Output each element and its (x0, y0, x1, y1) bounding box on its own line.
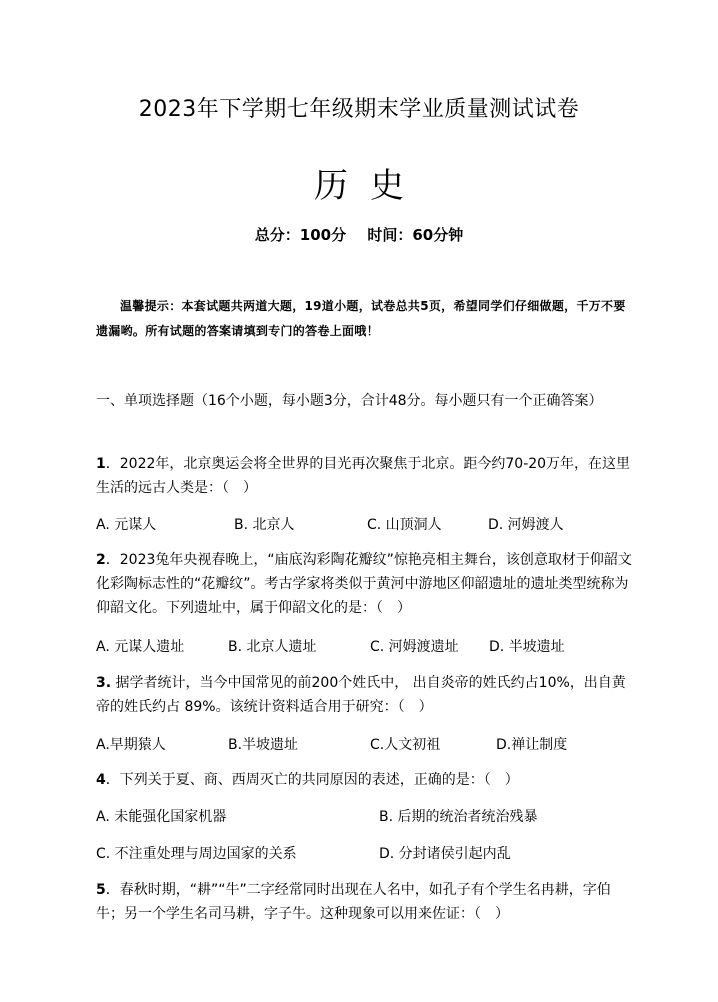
question-3-options (96, 734, 636, 756)
option-d: D.禅让制度 (496, 737, 568, 753)
option-c: C.人文初祖 (370, 737, 441, 753)
option-a: A. 元谋人 (96, 517, 157, 533)
option-c: C. 河姆渡遗址 (370, 639, 459, 655)
option-b: B. 后期的统治者统治残暴 (379, 809, 538, 825)
question-4-options-row2 (96, 843, 636, 865)
question-2 (96, 548, 632, 620)
question-2-options (96, 636, 636, 658)
option-c: C. 山顶洞人 (367, 517, 442, 533)
option-b: B. 北京人遗址 (228, 639, 317, 655)
question-3 (96, 671, 632, 719)
question-4 (96, 768, 632, 792)
question-text: ．2022年，北京奥运会将全世界的目光再次聚焦于北京。距今约70-20万年，在这里生活的远古人类是：（ ） (96, 456, 631, 496)
total-score: 总分：100分 (254, 226, 347, 244)
option-d: D. 河姆渡人 (488, 517, 564, 533)
option-b: B. 北京人 (234, 517, 295, 533)
reminder-tip: 温馨提示：本套试题共两道大题，19道小题，试卷总共5页，希望同学们仔细做题，千万不要遗漏哟。所有试题的答案请填到专门的答卷上面哦！ (96, 299, 626, 338)
question-number: 4 (96, 772, 106, 788)
question-number: 1 (96, 456, 106, 472)
question-number: 2 (96, 552, 106, 568)
question-4-options-row1 (96, 806, 636, 828)
score-time-line (0, 224, 718, 245)
question-text: 据学者统计，当今中国常见的前200个姓氏中， 出自炎帝的姓氏约占10%，出自黄帝的姓氏约占 89%。该统计资料适合用于研究：（ ） (96, 675, 626, 715)
question-text: ．春秋时期，“耕”“牛”二字经常同时出现在人名中，如孔子有个学生名冉耕，字伯牛；另一个学生名司马耕，字子牛。这种现象可以用来佐证：（ ） (96, 882, 611, 922)
option-d: D. 半坡遗址 (489, 639, 565, 655)
exam-time: 时间：60分钟 (367, 226, 464, 244)
question-1-options (96, 514, 636, 536)
option-b: B.半坡遗址 (228, 737, 299, 753)
question-number: 3. (96, 675, 112, 691)
question-text: ．下列关于夏、商、西周灭亡的共同原因的表述，正确的是：（ ） (105, 772, 519, 788)
section-title: 一、单项选择题（16个小题，每小题3分，合计48分。每小题只有一个正确答案） (96, 393, 603, 409)
question-text: ．2023兔年央视春晚上，“庙底沟彩陶花瓣纹”惊艳亮相主舞台，该创意取材于仰韶文化彩陶标志性的“花瓣纹”。考古学家将类似于黄河中游地区仰韶遗址的遗址类型统称为仰韶文化。下列遗址中，属于仰韶文化的是：（ ） (96, 552, 632, 616)
option-c: C. 不注重处理与周边国家的关系 (96, 846, 297, 862)
question-1 (96, 452, 632, 500)
exam-title: 2023年下学期七年级期末学业质量测试试卷 (138, 97, 580, 122)
option-a: A. 元谋人遗址 (96, 639, 185, 655)
option-a: A. 未能强化国家机器 (96, 809, 227, 825)
option-a: A.早期猿人 (96, 737, 166, 753)
question-5 (96, 878, 632, 926)
question-number: 5 (96, 882, 106, 898)
option-d: D. 分封诸侯引起内乱 (379, 846, 511, 862)
subject-title: 历史 (314, 166, 426, 206)
